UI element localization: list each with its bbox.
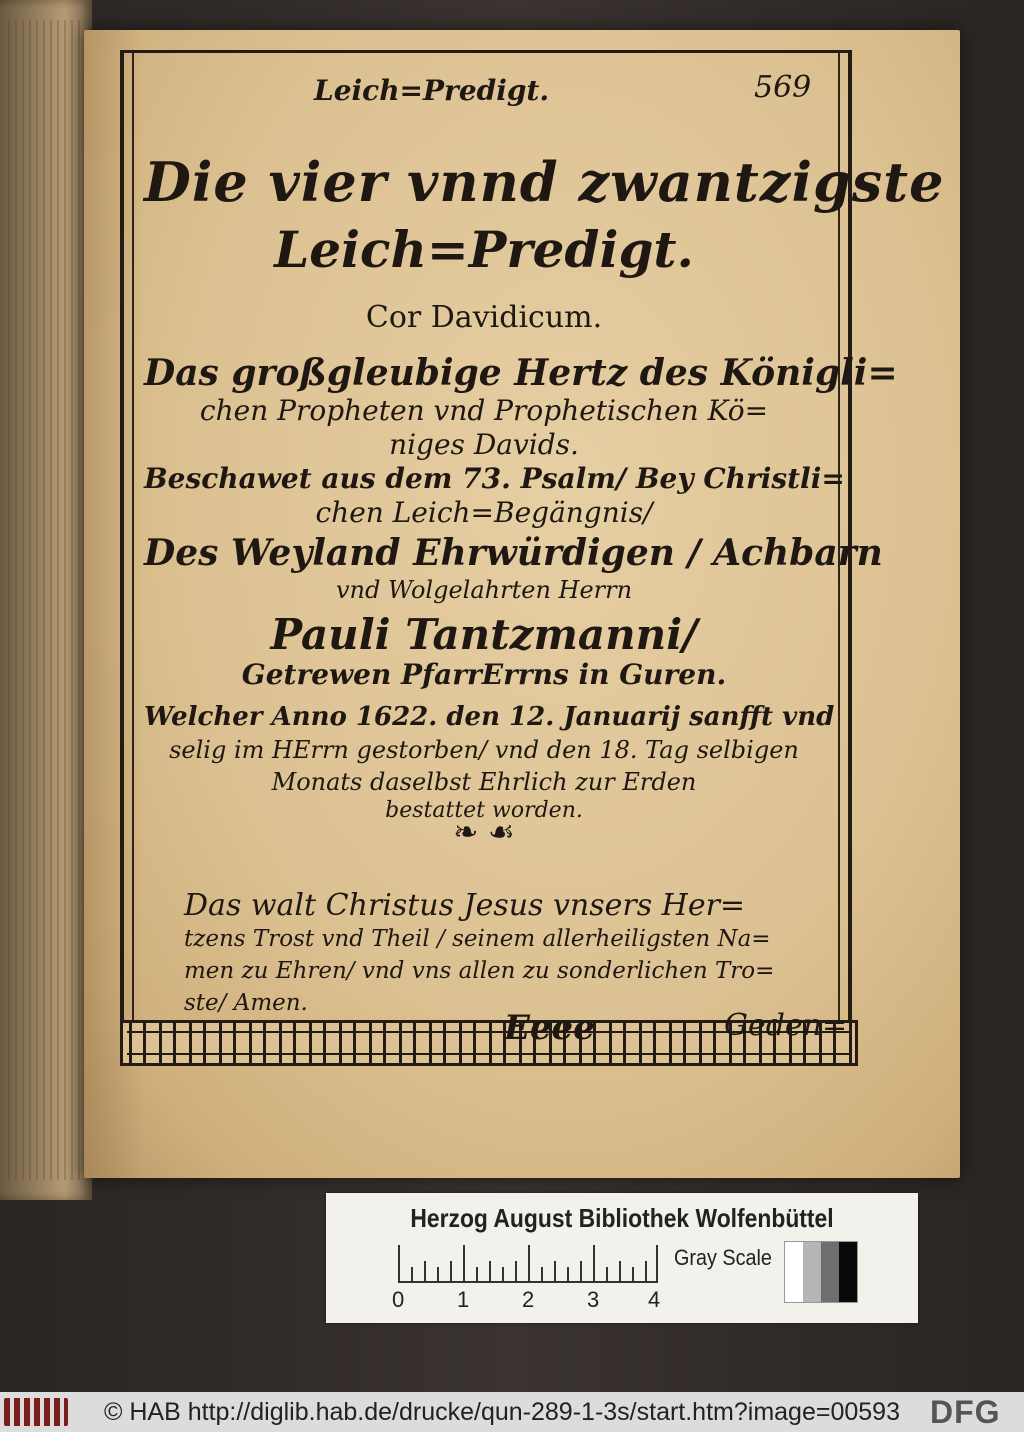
ruler-tick [398,1245,400,1281]
body-line: chen Leich=Begängnis/ [315,496,653,529]
footer-bar [0,1392,1024,1432]
ruler-tick [645,1261,647,1281]
ruler-tick [632,1267,634,1281]
body-line: Getrewen PfarrErrns in Guren. [241,658,727,691]
body-line: bestattet worden. [385,798,583,823]
ruler-tick [437,1267,439,1281]
gray-scale-swatches [784,1241,858,1303]
ruler-label: 0 [392,1287,405,1312]
gray-scale-label: Gray Scale [674,1245,772,1270]
ruler-tick [528,1245,530,1281]
book-spine-edge [0,0,92,1200]
gray-swatch [839,1242,857,1302]
running-head: Leich=Predigt. [314,74,550,107]
ruler-label: 3 [587,1287,600,1312]
source-url: © HAB http://diglib.hab.de/drucke/qun-289-1-3s/start.htm?image=00593 [104,1398,900,1426]
ruler-label: 2 [522,1287,535,1312]
ruler-tick [502,1267,504,1281]
color-calibration-card [326,1193,918,1323]
ruler-tick [515,1261,517,1281]
title-line-1: Die vier vnnd zwantzigste [144,150,945,214]
body-line: vnd Wolgelahrten Herrn [335,576,633,604]
ruler-tick [489,1261,491,1281]
dfg-logo: DFG [930,1394,1001,1430]
ruler-tick [554,1261,556,1281]
ruler-tick [580,1261,582,1281]
body-line: Pauli Tantzmanni/ [270,610,698,659]
body-line: chen Propheten vnd Prophetischen Kö= [199,394,769,427]
ruler-tick [606,1267,608,1281]
ruler-tick [567,1267,569,1281]
library-name: Herzog August Bibliothek Wolfenbüttel [410,1203,834,1233]
body-line: Das großgleubige Hertz des Königli= [144,352,898,394]
ruler-tick [593,1245,595,1281]
page-edges [8,20,80,1180]
closing-line: Das walt Christus Jesus vnsers Her= [184,888,746,923]
ruler-tick [656,1245,658,1281]
ruler-tick [424,1261,426,1281]
ruler-tick [450,1261,452,1281]
ruler-label: 4 [648,1287,661,1312]
closing-line: men zu Ehren/ vnd vns allen zu sonderlichen Tro= [184,958,775,984]
title-line-2: Leich=Predigt. [274,220,694,279]
catchword: Geden= [724,1008,848,1043]
ruler-tick [619,1261,621,1281]
page-number: 569 [754,70,812,105]
closing-line: tzens Trost vnd Theil / seinem allerheiligsten Na= [184,926,771,952]
body-line: selig im HErrn gestorben/ vnd den 18. Tag selbigen [169,736,799,764]
body-line: Beschawet aus dem 73. Psalm/ Bey Christli= [144,462,845,495]
ruler-tick [411,1267,413,1281]
book-page [84,30,960,1178]
gray-swatch [803,1242,821,1302]
body-line: niges Davids. [389,428,579,461]
ruler-label: 1 [457,1287,470,1312]
gray-swatch [821,1242,839,1302]
ruler-tick [463,1245,465,1281]
fleuron-ornament: ❧ ☙ [453,815,515,850]
closing-line: ste/ Amen. [184,990,308,1016]
hab-logo-icon [4,1398,68,1426]
gray-swatch [785,1242,803,1302]
scale-ruler [398,1245,658,1283]
body-line: Monats daselbst Ehrlich zur Erden [271,768,697,796]
signature-mark: Eeee [504,1008,595,1048]
ruler-tick [476,1267,478,1281]
subtitle: Cor Davidicum. [365,300,603,335]
body-line: Des Weyland Ehrwürdigen / Achbarn [144,532,883,574]
ruler-tick [541,1267,543,1281]
body-line: Welcher Anno 1622. den 12. Januarij sanfft vnd [144,702,835,732]
